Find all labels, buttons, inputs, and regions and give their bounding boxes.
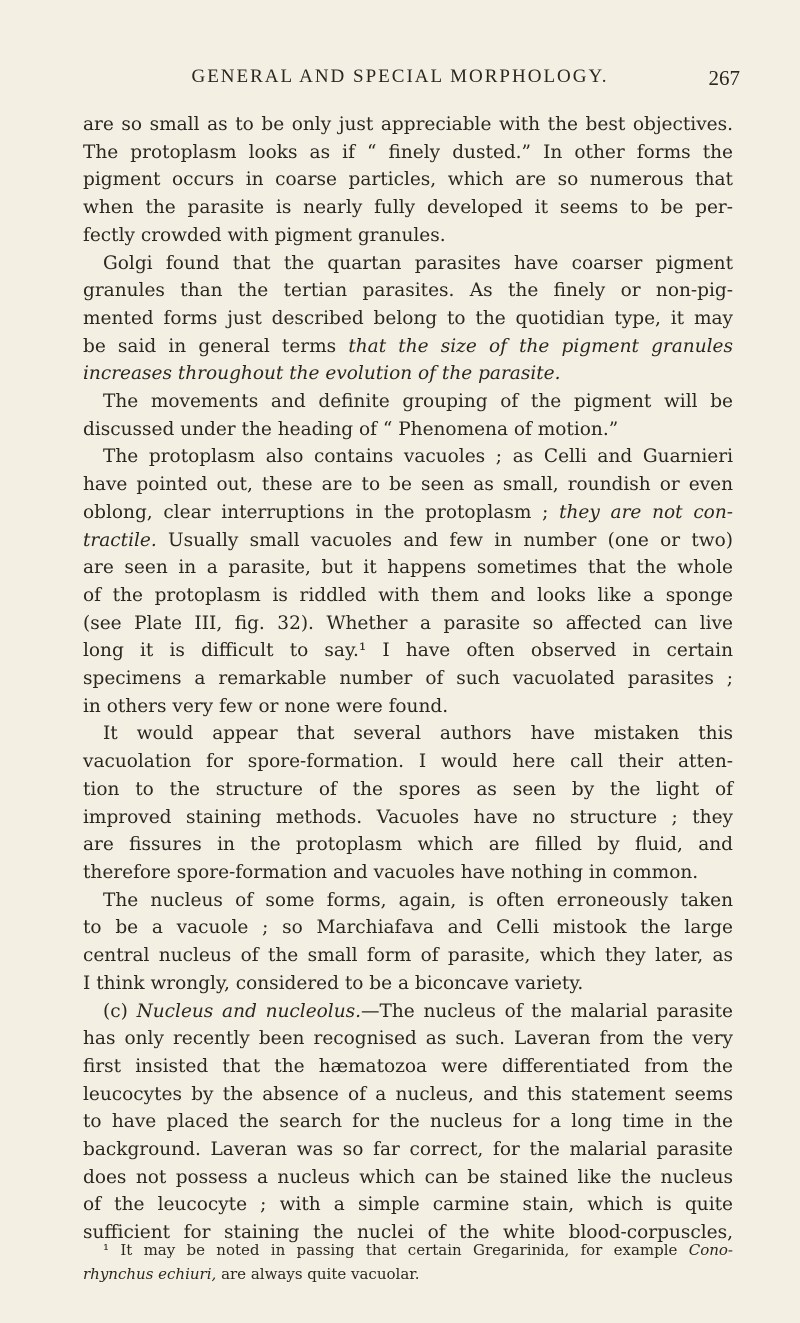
- text-line: are so small as to be only just appreciable with the best objectives.: [83, 114, 733, 135]
- text-line: first insisted that the hæmatozoa were differentiated from the: [83, 1055, 733, 1077]
- text-line: fectly crowded with pigment granules.: [83, 224, 446, 246]
- text-line: be said in general terms that the size of the pigment granules: [83, 335, 733, 357]
- text-line: does not possess a nucleus which can be stained like the nucleus: [83, 1166, 733, 1188]
- text-line: (c) Nucleus and nucleolus.—The nucleus of the malarial parasite: [103, 1000, 733, 1022]
- text-line: pigment occurs in coarse particles, which are so numerous that: [83, 169, 733, 191]
- text-line: (see Plate III, fig. 32). Whether a parasite so affected can live: [83, 612, 733, 634]
- text-line: discussed under the heading of “ Phenomena of motion.”: [83, 418, 619, 440]
- text-line: The protoplasm looks as if “ finely dusted.” In other forms the: [83, 141, 733, 163]
- text-line: sufficient for staining the nuclei of the white blood-corpuscles,: [83, 1222, 733, 1244]
- text-line: tractile. Usually small vacuoles and few in number (one or two): [83, 529, 733, 551]
- text-line: oblong, clear interruptions in the protoplasm ; they are not con-: [83, 501, 733, 523]
- body-text: [83, 111, 733, 1247]
- text-line: increases throughout the evolution of the parasite.: [83, 363, 561, 385]
- text-line: granules than the tertian parasites. As the finely or non-pig-: [83, 280, 733, 302]
- text-line: of the leucocyte ; with a simple carmine stain, which is quite: [83, 1194, 733, 1216]
- footnotes: [83, 1238, 733, 1286]
- text-line: to be a vacuole ; so Marchiafava and Celli mistook the large: [83, 917, 733, 939]
- text-line: of the protoplasm is riddled with them and looks like a sponge: [83, 584, 733, 606]
- text-line: are seen in a parasite, but it happens sometimes that the whole: [83, 557, 733, 579]
- text-line: tion to the structure of the spores as seen by the light of: [83, 778, 733, 800]
- text-line: are fissures in the protoplasm which are filled by fluid, and: [83, 834, 733, 856]
- text-line: to have placed the search for the nucleus for a long time in the: [83, 1111, 733, 1133]
- text-line: It would appear that several authors have mistaken this: [103, 723, 733, 745]
- text-line: vacuolation for spore-formation. I would here call their atten-: [83, 751, 733, 773]
- footnote-line: ¹ It may be noted in passing that certain Gregarinida, for example Cono-: [103, 1241, 733, 1259]
- text-line: I think wrongly, considered to be a biconcave variety.: [83, 972, 584, 994]
- text-line: improved staining methods. Vacuoles have no structure ; they: [83, 806, 733, 828]
- text-line: specimens a remarkable number of such vacuolated parasites ;: [83, 668, 733, 690]
- text-line: The nucleus of some forms, again, is often erroneously taken: [103, 889, 733, 911]
- text-line: background. Laveran was so far correct, for the malarial parasite: [83, 1139, 733, 1161]
- text-line: has only recently been recognised as such. Laveran from the very: [83, 1028, 733, 1050]
- text-line: central nucleus of the small form of parasite, which they later, as: [83, 945, 733, 967]
- text-line: The movements and definite grouping of the pigment will be: [103, 391, 733, 413]
- page-number: 267: [708, 66, 740, 90]
- text-line: The protoplasm also contains vacuoles ; as Celli and Guarnieri: [103, 446, 733, 468]
- text-line: mented forms just described belong to the quotidian type, it may: [83, 307, 733, 329]
- text-line: when the parasite is nearly fully developed it seems to be per-: [83, 197, 733, 219]
- text-line: Golgi found that the quartan parasites have coarser pigment: [103, 252, 733, 274]
- running-title: GENERAL AND SPECIAL MORPHOLOGY.: [191, 66, 609, 87]
- text-line: long it is difficult to say.¹ I have often observed in certain: [83, 640, 733, 662]
- footnote-line: rhynchus echiuri, are always quite vacuolar.: [83, 1265, 420, 1283]
- text-line: leucocytes by the absence of a nucleus, and this statement seems: [83, 1083, 733, 1105]
- running-head: [0, 66, 800, 96]
- text-line: have pointed out, these are to be seen as small, roundish or even: [83, 474, 733, 496]
- text-line: therefore spore-formation and vacuoles have nothing in common.: [83, 861, 699, 883]
- text-line: in others very few or none were found.: [83, 695, 449, 717]
